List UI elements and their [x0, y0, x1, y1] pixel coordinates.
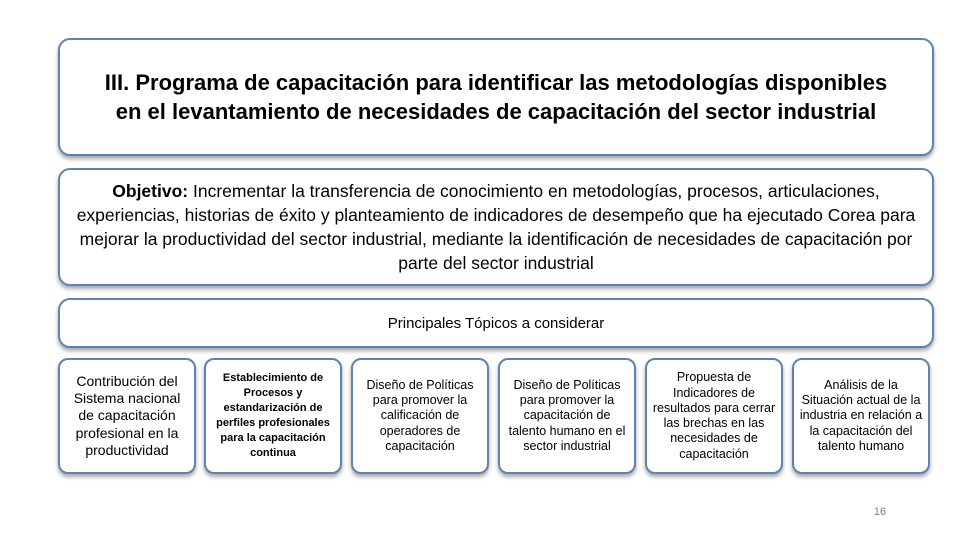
page-number: 16	[873, 506, 887, 518]
objective-label: Objetivo:	[112, 181, 189, 201]
topic-box	[351, 358, 489, 474]
objective-paragraph	[70, 179, 922, 275]
topic-box	[58, 358, 196, 474]
objective-box	[58, 168, 934, 286]
topic-label: Diseño de Políticas para promover la capacitación de talento humano en el sector industrial	[508, 377, 626, 453]
topic-box	[498, 358, 636, 474]
topic-label: Diseño de Políticas para promover la calificación de operadores de capacitación	[366, 377, 474, 453]
topics-header: Principales Tópicos a considerar	[387, 314, 605, 332]
program-title: III. Programa de capacitación para identificar las metodologías disponibles en el levantamiento de necesidades de capacitación del sector industrial	[104, 70, 888, 124]
topic-label: Propuesta de Indicadores de resultados para cerrar las brechas en las necesidades de capacitación	[652, 370, 776, 461]
title-box	[58, 38, 934, 156]
topic-label: Establecimiento de Procesos y estandarización de perfiles profesionales para la capacitación continua	[216, 372, 330, 459]
topics-header-box	[58, 298, 934, 348]
topic-box	[645, 358, 783, 474]
topic-box	[792, 358, 930, 474]
topic-label: Contribución del Sistema nacional de capacitación profesional en la productividad	[73, 373, 181, 458]
topic-label: Análisis de la Situación actual de la industria en relación a la capacitación del talento humano	[799, 377, 923, 453]
objective-text: Incrementar la transferencia de conocimiento en metodologías, procesos, articulaciones, experiencias, historias de éxito y planteamiento de indicadores de desempeño que ha ejecutado Corea para mejorar la productividad del sector industrial, mediante la identificación de necesidades de capacitación por parte del sector industrial	[76, 181, 916, 273]
topic-box	[204, 358, 342, 474]
